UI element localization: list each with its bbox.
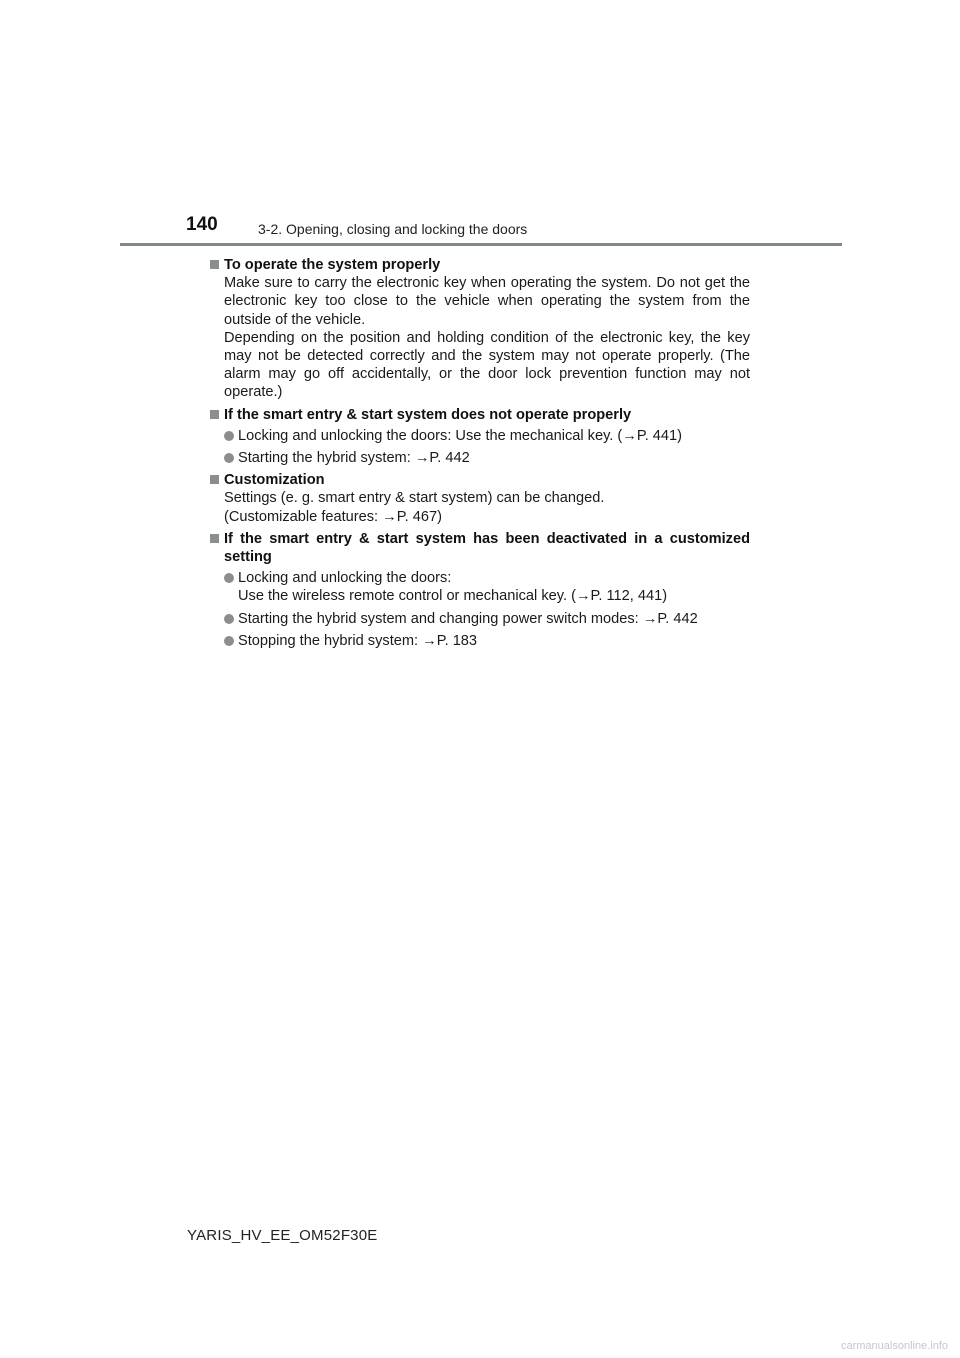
- section-deactivated: [208, 530, 750, 650]
- list-item: [208, 449, 750, 467]
- section-title: 3-2. Opening, closing and locking the doors: [258, 221, 528, 237]
- round-bullet-icon: [224, 636, 234, 646]
- content: [208, 256, 750, 654]
- paragraph: Settings (e. g. smart entry & start system) can be changed.: [224, 490, 605, 507]
- paragraph: Depending on the position and holding condition of the electronic key, the key may not be detected correctly and the system may not operate properly. (The alarm may go off accidentally, or the door lock prevention function may not operate.): [224, 329, 750, 401]
- square-bullet-icon: [210, 260, 219, 269]
- paragraph: (Customizable features: →P. 467): [224, 508, 442, 525]
- watermark: carmanualsonline.info: [840, 1340, 948, 1352]
- heading-text: Customization: [224, 472, 325, 489]
- list-item-continuation: Use the wireless remote control or mechanical key. (→P. 112, 441): [238, 588, 668, 605]
- heading-text: If the smart entry & start system has been deactivated in a customized setting: [224, 530, 750, 566]
- header-rule: [120, 243, 842, 246]
- footer-doc-code: YARIS_HV_EE_OM52F30E: [187, 1227, 378, 1244]
- round-bullet-icon: [224, 573, 234, 583]
- section-not-operate-properly: [208, 406, 750, 468]
- round-bullet-icon: [224, 453, 234, 463]
- list-item-text: Locking and unlocking the doors: Use the mechanical key. (→P. 441): [238, 427, 683, 444]
- heading-text: If the smart entry & start system does not operate properly: [224, 406, 632, 423]
- round-bullet-icon: [224, 431, 234, 441]
- section-heading: [208, 406, 750, 424]
- square-bullet-icon: [210, 475, 219, 484]
- section-operate-properly: [208, 256, 750, 402]
- section-heading: [208, 256, 750, 274]
- list-item: [208, 569, 750, 605]
- round-bullet-icon: [224, 614, 234, 624]
- section-heading: [208, 530, 750, 566]
- heading-text: To operate the system properly: [224, 257, 441, 273]
- section-heading: [208, 471, 750, 489]
- list-item-text: Locking and unlocking the doors:: [238, 570, 452, 587]
- square-bullet-icon: [210, 534, 219, 543]
- section-customization: [208, 471, 750, 526]
- list-item-text: Starting the hybrid system and changing power switch modes: →P. 442: [238, 610, 698, 627]
- list-item: [208, 632, 750, 650]
- list-item-text: Stopping the hybrid system: →P. 183: [238, 632, 478, 649]
- list-item-text: Starting the hybrid system: →P. 442: [238, 450, 470, 467]
- square-bullet-icon: [210, 410, 219, 419]
- page-number: 140: [186, 214, 218, 235]
- paragraph: Make sure to carry the electronic key when operating the system. Do not get the electronic key too close to the vehicle when operating the system from the outside of the vehicle.: [224, 275, 750, 328]
- list-item: [208, 610, 750, 628]
- list-item: [208, 427, 750, 445]
